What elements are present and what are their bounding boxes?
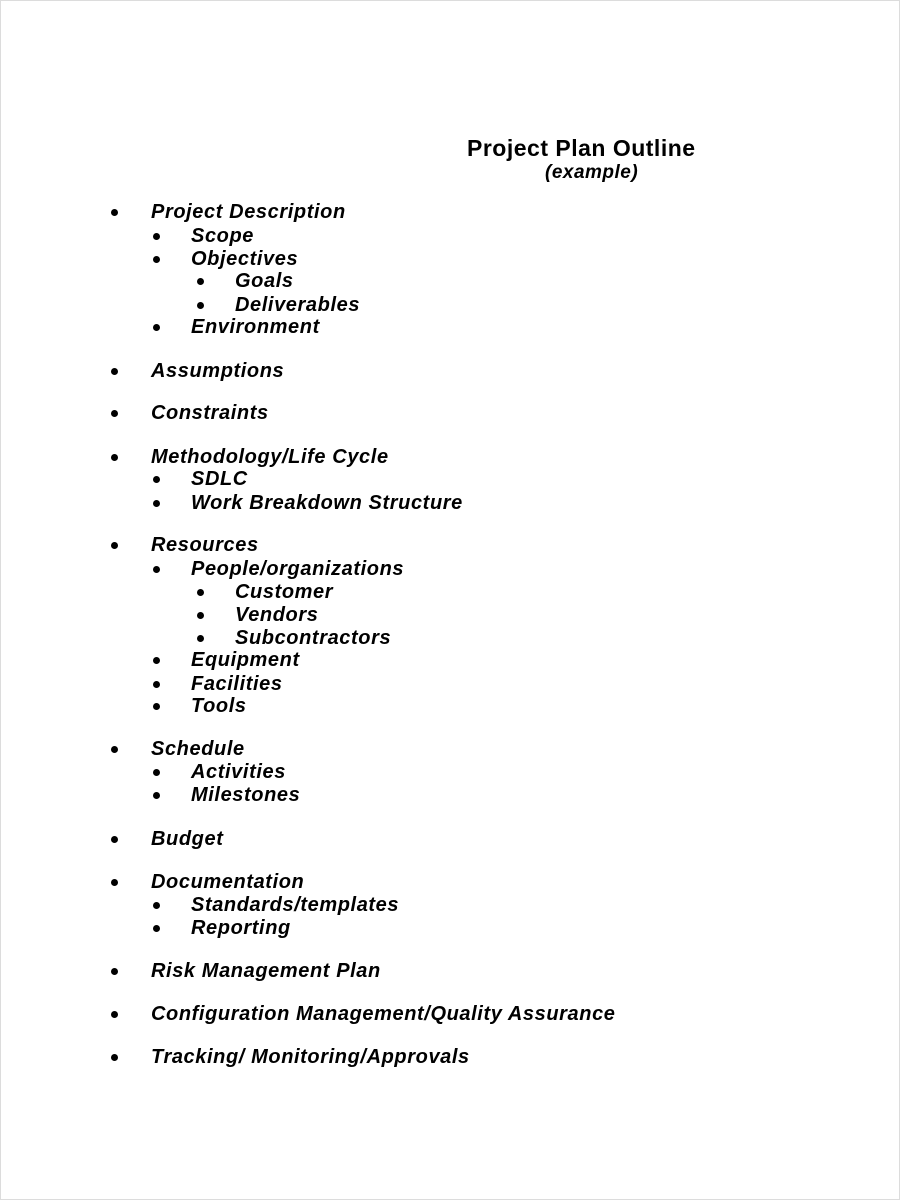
outline-item-level1 bbox=[151, 445, 389, 469]
outline-item-level2 bbox=[191, 247, 298, 271]
outline-item-label: Milestones bbox=[191, 784, 301, 806]
bullet-icon bbox=[197, 635, 204, 642]
outline-item-label: Reporting bbox=[191, 917, 291, 939]
outline-item-label: Budget bbox=[151, 828, 224, 850]
outline-item-label: Vendors bbox=[235, 604, 319, 626]
outline-item-level1 bbox=[151, 401, 269, 425]
outline-item-label: Subcontractors bbox=[235, 627, 392, 649]
outline-item-label: Resources bbox=[151, 534, 259, 556]
outline-item-level2 bbox=[191, 224, 254, 248]
outline-item-level2 bbox=[191, 491, 463, 515]
outline-item-level1 bbox=[151, 1045, 470, 1069]
outline-item-level1 bbox=[151, 959, 381, 983]
bullet-icon bbox=[111, 542, 118, 549]
document-title: Project Plan Outline bbox=[467, 135, 696, 161]
outline-item-label: Customer bbox=[235, 581, 334, 603]
bullet-icon bbox=[111, 746, 118, 753]
outline-item-level2 bbox=[191, 694, 247, 718]
outline-item-level3 bbox=[235, 269, 294, 293]
bullet-icon bbox=[111, 968, 118, 975]
outline-item-level2 bbox=[191, 467, 248, 491]
outline-item-label: Facilities bbox=[191, 673, 283, 695]
outline-item-level2 bbox=[191, 648, 300, 672]
bullet-icon bbox=[111, 1054, 118, 1061]
outline-item-level2 bbox=[191, 315, 320, 339]
outline-item-level3 bbox=[235, 626, 391, 650]
bullet-icon bbox=[153, 902, 160, 909]
bullet-icon bbox=[153, 657, 160, 664]
outline-item-level2 bbox=[191, 916, 291, 940]
bullet-icon bbox=[197, 589, 204, 596]
outline-item-label: Methodology/Life Cycle bbox=[151, 446, 389, 468]
outline-item-level2 bbox=[191, 672, 283, 696]
outline-item-label: Configuration Management/Quality Assurance bbox=[151, 1003, 616, 1025]
bullet-icon bbox=[197, 302, 204, 309]
outline-item-level1 bbox=[151, 870, 304, 894]
bullet-icon bbox=[197, 278, 204, 285]
outline-item-level2 bbox=[191, 557, 404, 581]
bullet-icon bbox=[111, 879, 118, 886]
outline-item-label: Assumptions bbox=[151, 360, 285, 382]
outline-item-label: Scope bbox=[191, 225, 255, 247]
outline-item-label: Activities bbox=[191, 761, 286, 783]
bullet-icon bbox=[111, 454, 118, 461]
bullet-icon bbox=[153, 681, 160, 688]
outline-item-label: Standards/templates bbox=[191, 894, 400, 916]
outline-item-label: Tracking/ Monitoring/Approvals bbox=[151, 1046, 470, 1068]
bullet-icon bbox=[111, 368, 118, 375]
bullet-icon bbox=[153, 792, 160, 799]
outline-item-label: People/organizations bbox=[191, 558, 405, 580]
bullet-icon bbox=[111, 836, 118, 843]
outline-item-label: Deliverables bbox=[235, 294, 361, 316]
outline-item-level2 bbox=[191, 893, 399, 917]
outline-item-level2 bbox=[191, 760, 286, 784]
outline-item-label: Equipment bbox=[191, 649, 300, 671]
outline-item-level1 bbox=[151, 359, 284, 383]
bullet-icon bbox=[153, 925, 160, 932]
outline-item-label: Constraints bbox=[151, 402, 269, 424]
outline-item-level1 bbox=[151, 200, 346, 224]
outline-item-level1 bbox=[151, 533, 259, 557]
outline-item-label: Work Breakdown Structure bbox=[191, 492, 463, 514]
bullet-icon bbox=[153, 324, 160, 331]
outline-item-label: Objectives bbox=[191, 248, 299, 270]
outline-item-level2 bbox=[191, 783, 300, 807]
outline-item-label: Risk Management Plan bbox=[151, 960, 381, 982]
document-subtitle: (example) bbox=[545, 162, 639, 183]
outline-item-level3 bbox=[235, 293, 360, 317]
bullet-icon bbox=[197, 612, 204, 619]
bullet-icon bbox=[153, 769, 160, 776]
bullet-icon bbox=[153, 500, 160, 507]
outline-item-level3 bbox=[235, 580, 333, 604]
outline-item-label: Goals bbox=[235, 270, 294, 292]
bullet-icon bbox=[153, 566, 160, 573]
outline-item-label: Tools bbox=[191, 695, 247, 717]
bullet-icon bbox=[153, 476, 160, 483]
outline-item-label: Project Description bbox=[151, 201, 346, 223]
outline-item-label: Documentation bbox=[151, 871, 305, 893]
outline-item-level3 bbox=[235, 603, 318, 627]
bullet-icon bbox=[153, 256, 160, 263]
outline-item-level1 bbox=[151, 1002, 616, 1026]
outline-item-label: SDLC bbox=[191, 468, 248, 490]
bullet-icon bbox=[153, 233, 160, 240]
outline-item-level1 bbox=[151, 737, 245, 761]
outline-item-level1 bbox=[151, 827, 223, 851]
outline-item-label: Environment bbox=[191, 316, 320, 338]
outline-item-label: Schedule bbox=[151, 738, 245, 760]
bullet-icon bbox=[153, 703, 160, 710]
bullet-icon bbox=[111, 1011, 118, 1018]
bullet-icon bbox=[111, 410, 118, 417]
bullet-icon bbox=[111, 209, 118, 216]
